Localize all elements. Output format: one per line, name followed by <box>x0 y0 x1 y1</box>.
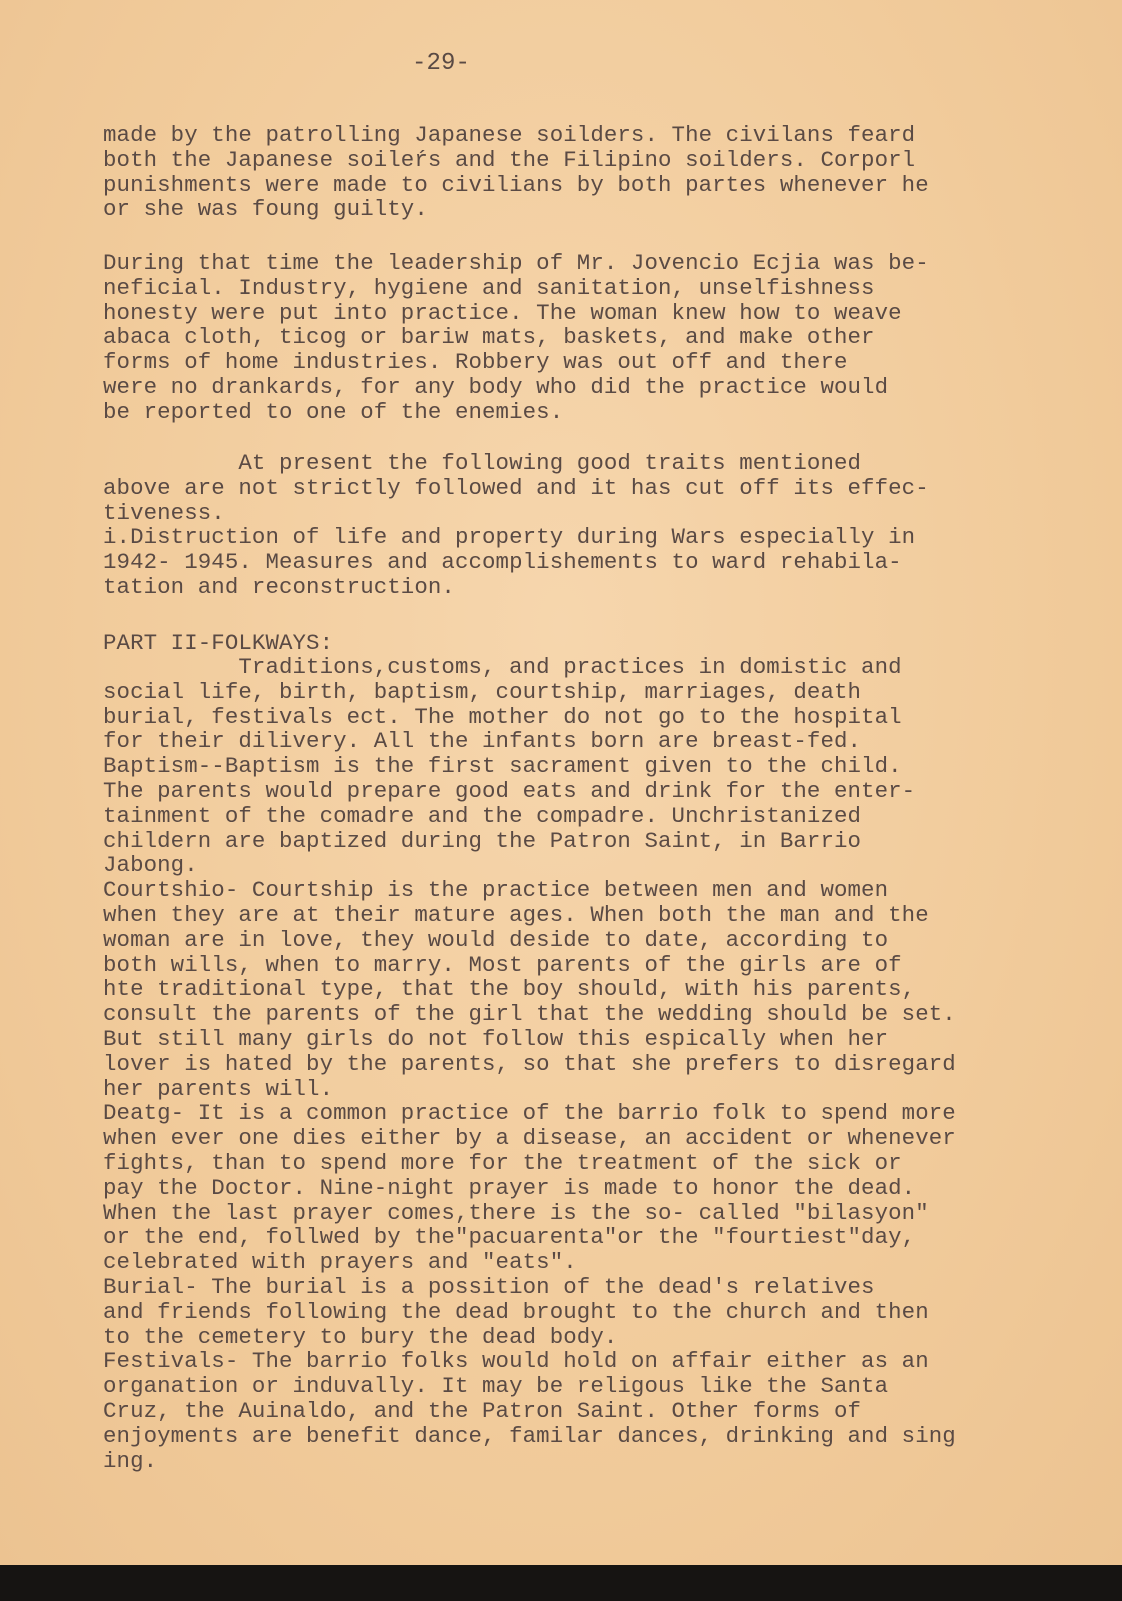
scan-bottom-edge <box>0 1565 1122 1601</box>
page-number: -29- <box>412 50 471 77</box>
paragraph-soldiers: made by the patrolling Japanese soilders. The civilans feard both the Japanese soileŕs and the Filipino soilders. Corporl punishments were made to civilians by both partes whenever he or she was foung guilty. <box>103 122 929 223</box>
paragraph-folkways: Traditions,customs, and practices in domistic and social life, birth, baptism, courtship, marriages, death burial, festivals ect. The mother do not go to the hospital for their dilivery. All the infants born are breast-fed. Baptism--Baptism is the first sacrament given to the child. The parents would prepare good eats and drink for the enter- tainment of the comadre and the compadre. Unchristanized childern are baptized during the Patron Saint, in Barrio Jabong. Courtshio- Courtship is the practice between men and women when they are at their mature ages. When both the man and the woman are in love, they would deside to date, according to both wills, when to marry. Most parents of the girls are of hte traditional type, that the boy should, with his parents, consult the parents of the girl that the wedding should be set. But still many girls do not follow this espically when her lover is hated by the parents, so that she prefers to disregard her parents will. Deatg- It is a common practice of the barrio folk to spend more when ever one dies either by a disease, an accident or whenever fights, than to spend more for the treatment of the sick or pay the Doctor. Nine-night prayer is made to honor the dead. When the last prayer comes,there is the so- called "bilasyon" or the end, follwed by the"pacuarenta"or the "fourtiest"day, celebrated with prayers and "eats". Burial- The burial is a possition of the dead's relatives and friends following the dead brought to the church and then to the cemetery to bury the dead body. Festivals- The barrio folks would hold on affair either as an organation or induvally. It may be religous like the Santa Cruz, the Auinaldo, and the Patron Saint. Other forms of enjoyments are benefit dance, familar dances, drinking and sing ing. <box>103 654 956 1474</box>
section-heading-folkways: PART II-FOLKWAYS: <box>103 630 334 656</box>
paragraph-present-traits: At present the following good traits mentioned above are not strictly followed and it has cut off its effec- tiveness. i.Distruction of life and property during Wars especially in 1942- 1945. Measures and accomplishements to ward rehabila- tation and reconstruction. <box>103 450 929 600</box>
paragraph-leadership: During that time the leadership of Mr. Jovencio Ecjia was be- neficial. Industry, hygiene and sanitation, unselfishness honesty were put into practice. The woman knew how to weave abaca cloth, ticog or bariw mats, baskets, and make other forms of home industries. Robbery was out off and there were no drankards, for any body who did the practice would be reported to one of the enemies. <box>103 250 929 425</box>
